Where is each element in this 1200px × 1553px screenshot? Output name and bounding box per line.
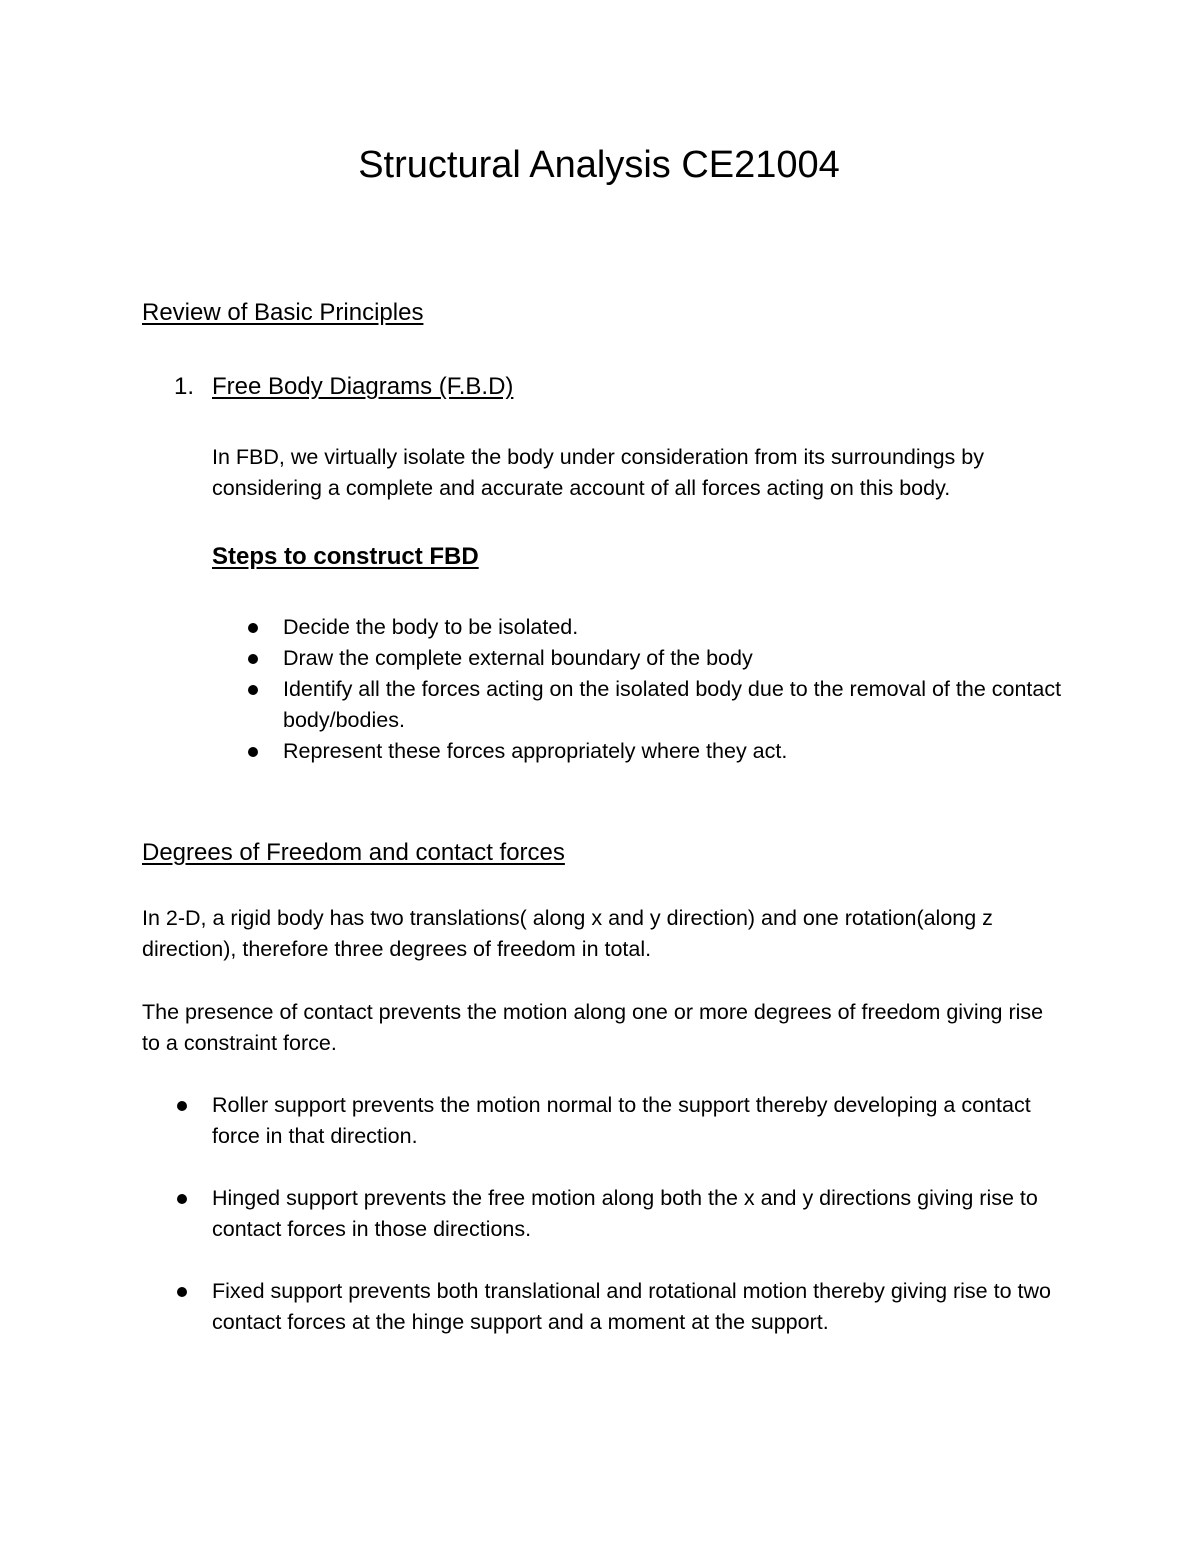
list-item-text: Fixed support prevents both translational and rotational motion thereby giving rise to two contact forces at the hinge support and a moment at the support. bbox=[212, 1279, 1051, 1334]
list-item-text: Identify all the forces acting on the isolated body due to the removal of the contact body/bodies. bbox=[283, 677, 1062, 732]
list-item-text: Draw the complete external boundary of the body bbox=[283, 646, 753, 670]
section-heading-basic-principles: Review of Basic Principles bbox=[142, 299, 424, 326]
bullet-icon bbox=[248, 685, 258, 695]
list-item bbox=[212, 1090, 1072, 1152]
dof-paragraph: In 2-D, a rigid body has two translations( along x and y direction) and one rotation(along z direction), therefore three degrees of freedom in total. bbox=[142, 906, 993, 961]
section-heading-degrees-of-freedom: Degrees of Freedom and contact forces bbox=[142, 839, 565, 866]
bullet-icon bbox=[248, 654, 258, 664]
fbd-heading-text: Free Body Diagrams (F.B.D) bbox=[212, 373, 514, 400]
bullet-icon bbox=[248, 623, 258, 633]
bullet-icon bbox=[177, 1194, 187, 1204]
contact-paragraph: The presence of contact prevents the motion along one or more degrees of freedom giving rise to a constraint force. bbox=[142, 1000, 1044, 1055]
list-item bbox=[212, 1276, 1072, 1338]
list-item bbox=[283, 674, 1083, 736]
support-types-list bbox=[212, 1090, 1072, 1369]
list-number: 1. bbox=[174, 373, 195, 400]
list-item-text: Hinged support prevents the free motion along both the x and y directions giving rise to contact forces in those directions. bbox=[212, 1186, 1038, 1241]
steps-heading: Steps to construct FBD bbox=[212, 543, 479, 570]
list-item bbox=[212, 1183, 1072, 1245]
numbered-heading-fbd bbox=[174, 372, 513, 402]
list-item-text: Decide the body to be isolated. bbox=[283, 615, 579, 639]
list-item bbox=[283, 736, 1083, 767]
document-title: Structural Analysis CE21004 bbox=[358, 144, 840, 186]
list-item bbox=[283, 612, 1083, 643]
bullet-icon bbox=[248, 747, 258, 757]
list-item-text: Represent these forces appropriately where they act. bbox=[283, 739, 788, 763]
bullet-icon bbox=[177, 1287, 187, 1297]
list-item-text: Roller support prevents the motion normal to the support thereby developing a contact force in that direction. bbox=[212, 1093, 1031, 1148]
list-item bbox=[283, 643, 1083, 674]
fbd-steps-list bbox=[283, 612, 1083, 767]
fbd-definition-paragraph: In FBD, we virtually isolate the body under consideration from its surroundings by considering a complete and accurate account of all forces acting on this body. bbox=[212, 445, 984, 500]
bullet-icon bbox=[177, 1101, 187, 1111]
